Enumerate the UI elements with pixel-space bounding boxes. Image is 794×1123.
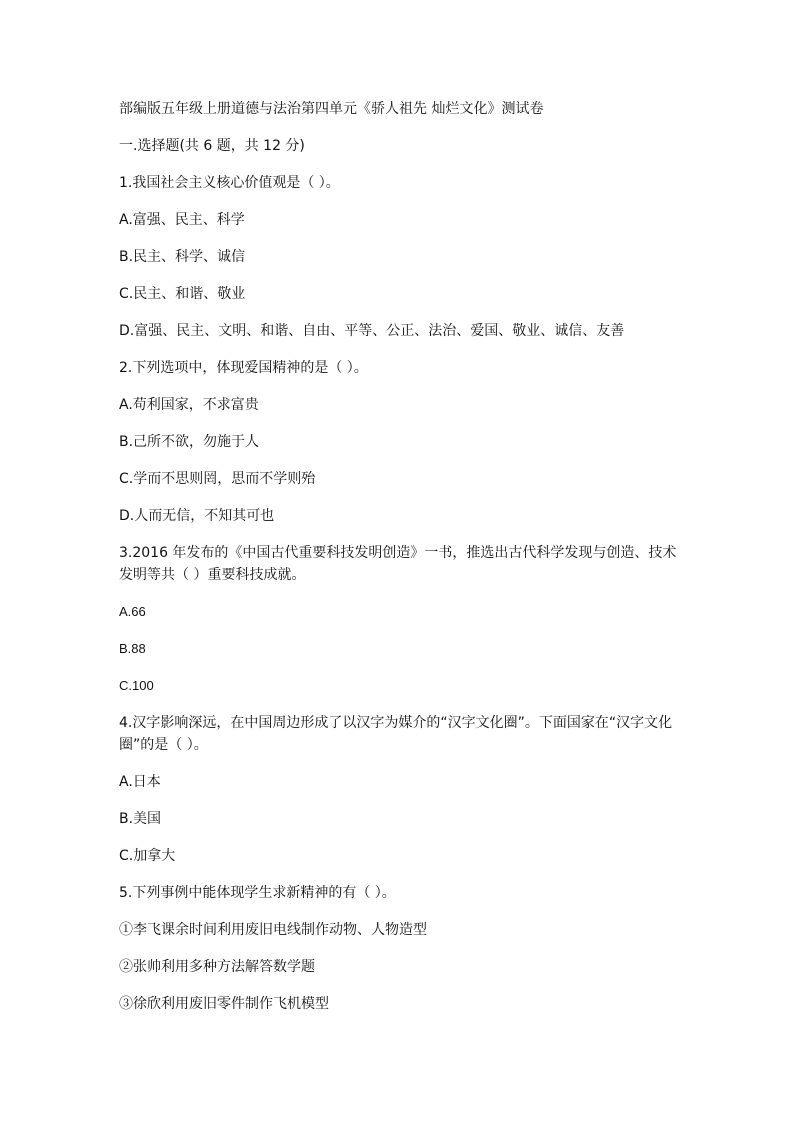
document-title: 部编版五年级上册道德与法治第四单元《骄人祖先 灿烂文化》测试卷 bbox=[119, 101, 544, 117]
question-5-item-3: ③徐欣利用废旧零件制作飞机模型 bbox=[119, 996, 329, 1012]
question-1-option-b: B.民主、科学、诚信 bbox=[119, 249, 246, 265]
question-2-option-a: A.苟利国家，不求富贵 bbox=[119, 397, 259, 413]
question-4-option-b: B.美国 bbox=[119, 811, 162, 827]
question-4-option-a: A.日本 bbox=[119, 774, 161, 790]
question-2-option-c: C.学而不思则罔，思而不学则殆 bbox=[119, 471, 316, 487]
question-3-option-c: C.100 bbox=[119, 678, 154, 693]
question-2-option-d: D.人而无信，不知其可也 bbox=[119, 508, 275, 524]
section-heading: 一.选择题(共 6 题，共 12 分) bbox=[119, 138, 305, 154]
question-2-option-b: B.己所不欲，勿施于人 bbox=[119, 434, 260, 450]
question-1-option-d: D.富强、民主、文明、和谐、自由、平等、公正、法治、爱国、敬业、诚信、友善 bbox=[119, 323, 625, 339]
question-3-option-a: A.66 bbox=[119, 604, 146, 619]
question-4: 4.汉字影响深远，在中国周边形成了以汉字为媒介的“汉字文化圈”。下面国家在“汉字文化圈”的是（ ）。 bbox=[119, 715, 673, 753]
question-1-option-a: A.富强、民主、科学 bbox=[119, 212, 245, 228]
document-content bbox=[119, 98, 679, 1030]
question-1: 1.我国社会主义核心价值观是（ ）。 bbox=[119, 175, 340, 191]
question-3: 3.2016 年发布的《中国古代重要科技发明创造》一书，推选出古代科学发现与创造、技术发明等共（ ）重要科技成就。 bbox=[119, 545, 677, 583]
question-5: 5.下列事例中能体现学生求新精神的有（ ）。 bbox=[119, 885, 396, 901]
question-2: 2.下列选项中，体现爱国精神的是（ ）。 bbox=[119, 360, 368, 376]
question-1-option-c: C.民主、和谐、敬业 bbox=[119, 286, 246, 302]
question-4-option-c: C.加拿大 bbox=[119, 848, 176, 864]
question-5-item-2: ②张帅利用多种方法解答数学题 bbox=[119, 959, 315, 975]
question-5-item-1: ①李飞课余时间利用废旧电线制作动物、人物造型 bbox=[119, 922, 427, 938]
question-3-option-b: B.88 bbox=[119, 641, 146, 656]
